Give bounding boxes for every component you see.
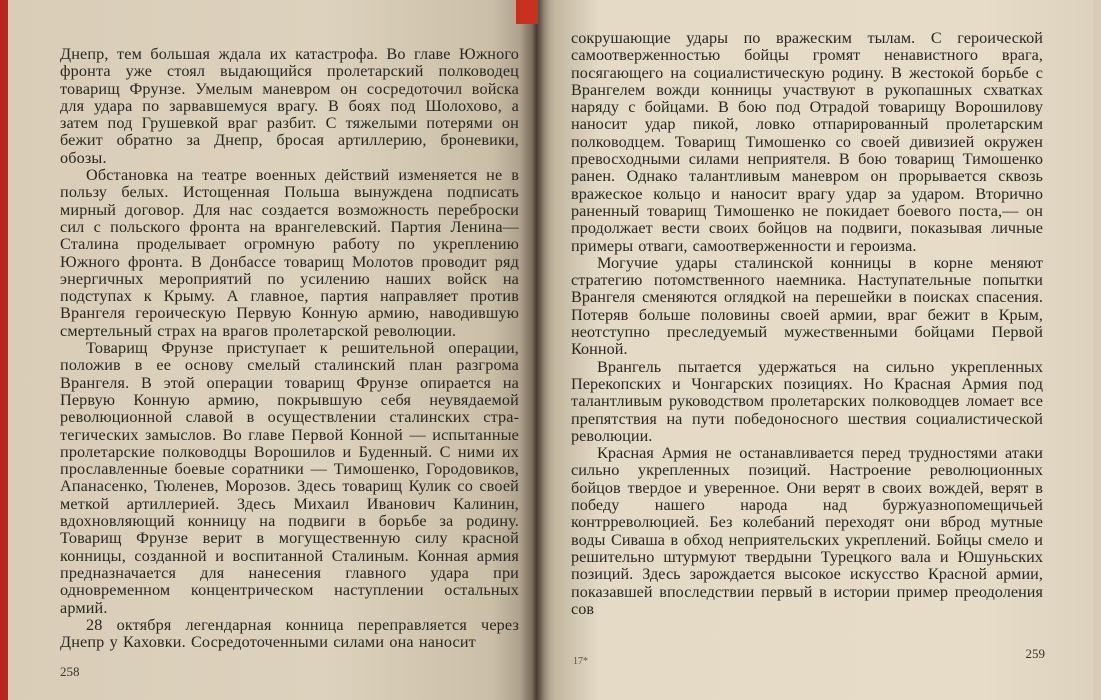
page-number-right: 259: [1025, 646, 1045, 661]
paragraph: сокрушающие удары по вражеским тылам. С героической самоотверженностью бойцы громят ненавистного врага, посягающего на социалистическую родину. В жестокой борьбе с Врангелем вожди конницы участвуют в рукопашных схватках наряду с бойцами. В бою под Отрадой товарищу Ворошилову наносит удар пикой, ловко отпарированный пролетарским полководцем. Товарищ Тимошенко со своей дивизией окружен превосходными силами неприятеля. В бою товарищ Тимошенко ранен. Однако талантливым маневром он прорывается сквозь вражеское кольцо и наносит врагу удар за ударом. Вторично раненный товарищ Тимошенко не покидает боевого поста,— он продолжает вести своих бойцов на подвиги, показывая личные примеры отваги, самоотверженности и героизма.: [571, 29, 1043, 255]
paragraph: Днепр, тем большая ждала их катастрофа. Во главе Южного фронта уже стоял выдающийся пролетарский полководец товарищ Фрунзе. Умелым маневром он сосредоточил войска для удара по зарвавшемуся врагу. В боях под Шолохово, а затем под Грушевкой враг разбит. С тяжелыми потерями он бежит обратно за Днепр, бросая артиллерию, броневики, обозы.: [60, 45, 519, 167]
right-page-text: [571, 30, 1043, 618]
paragraph: Обстановка на театре военных действий изменяется не в пользу белых. Истощенная Польша вынуждена подписать мирный договор. Для нас создается возможность переброски сил с польского фронта на врангелевский. Партия Ленина—Сталина проделывает огромную работу по укреплению Южного фронта. В Донбассе товарищ Молотов проводит ряд энергичных мероприятий по усилению наших войск на подступах к Крыму. А главное, партия направляет против Врангеля героическую Первую Конную армию, наводившую смертельный страх на врагов пролетарской революции.: [60, 166, 519, 340]
paragraph: Товарищ Фрунзе приступает к решительной операции, положив в ее основу смелый сталинский план разгрома Врангеля. В этой операции товарищ Фрунзе опирается на Первую Конную армию, покрывшую себя неувядаемой революционной славой в осуществлении сталинских стратегических замыслов. Во главе Первой Конной — испытанные пролетарские полководцы Ворошилов и Буденный. С ними их прославленные боевые соратники — Тимошенко, Городовиков, Апанасенко, Тюленев, Морозов. Здесь товарищ Кулик со своей меткой артиллерией. Здесь Михаил Иванович Калинин, вдохновляющий конницу на подвиги в борьбе за родину. Товарищ Фрунзе верит в могущественную силу красной конницы, созданной и воспитанной Сталиным. Конная армия предназначается для нанесения главного удара при одновременном концентрическом наступлении остальных армий.: [60, 339, 519, 617]
paragraph: 28 октября легендарная конница переправляется через Днепр у Каховки. Сосредоточенными силами она наносит: [60, 615, 519, 652]
printer-signature: 17*: [573, 656, 588, 667]
right-page: [533, 0, 1093, 700]
bookmark-ribbon: [516, 0, 538, 24]
paragraph: Врангель пытается удержаться на сильно укрепленных Перекопских и Чонгарских позициях. Но Красная Армия под талантливым руководством пролетарских полководцев ломает все препятствия на пути победоносного шествия социалистической революции.: [571, 357, 1043, 445]
paragraph: Красная Армия не останавливается перед трудностями атаки сильно укрепленных позиций. Настроение революционных бойцов твердое и уверенное. Они верят в своих вождей, верят в победу нашего народа над буржуазнопомещичьей контрреволюцией. Без колебаний переходят они вброд мутные воды Сиваша в обход неприятельских укреплений. Бойцы смело и решительно штурмуют твердыни Турецкого вала и Юшуньских позиций. Здесь зарождается высокое искусство Красной армии, показавшей впоследствии первый в истории пример преодоления сов: [571, 444, 1043, 618]
paragraph: Могучие удары сталинской конницы в корне меняют стратегию потомственного наемника. Наступательные попытки Врангеля сменяются оглядкой на перешейки в поисках спасения. Потеряв больше половины своей армии, враг бежит в Крым, неотступно преследуемый мужественными бойцами Первой Конной.: [571, 253, 1043, 359]
left-page: [8, 0, 533, 700]
page-number-left: 258: [60, 664, 80, 679]
left-page-text: [60, 46, 519, 651]
